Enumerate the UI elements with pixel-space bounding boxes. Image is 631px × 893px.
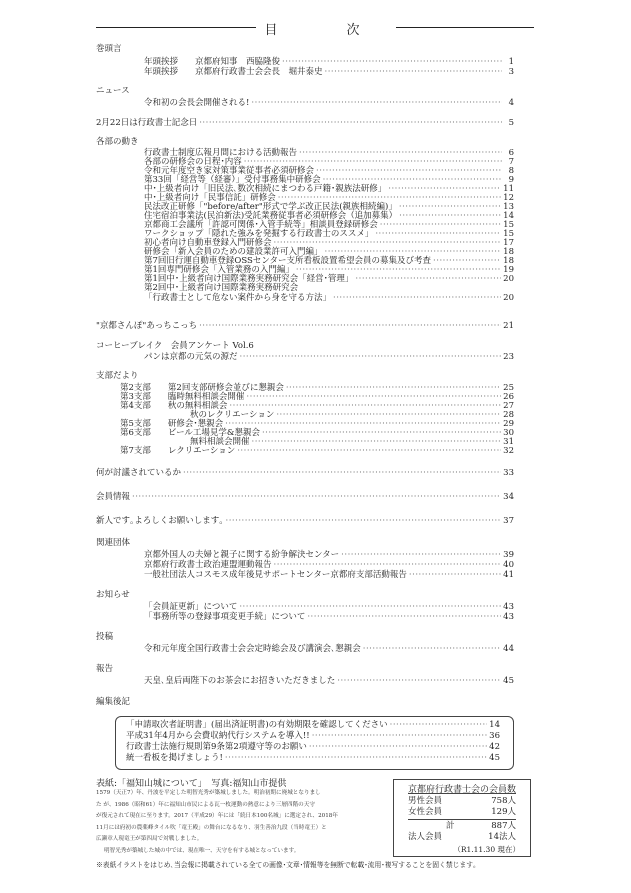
section-hokoku: 報告: [96, 664, 114, 674]
toc-entry[interactable]: 何が討議されているか ····· 33: [96, 468, 514, 478]
page-title: 目 次: [264, 23, 388, 38]
cover-line: 11月には府初の農薬峰タイル吹「竜王殿」の舞台になるなり、羽生善治九段（当時竜王）と: [96, 824, 327, 831]
toc-entry[interactable]: 初心者向け自動車登録入門研修会 ····· 17: [144, 238, 514, 248]
notice-entry[interactable]: 「申請取次者証明書」(届出済証明書)の有効期限を確認してください ····· 14: [126, 720, 500, 730]
cover-line: た が、1986（昭和61）年に福知山市民による瓦一枚運動の熱意により三層四階の天守: [96, 801, 315, 808]
as-of-date: （R1.11.30 現在）: [453, 845, 520, 854]
member-count-title: 京都府行政書士会の会員数: [407, 785, 516, 795]
toc-entry[interactable]: 中･上級者向け「旧民法､数次相続にまつわる戸籍･親族法研修」 ····· 11: [144, 184, 514, 194]
toc-entry[interactable]: 民法改正研修「"before/after"形式で学ぶ改正民法(親族相続編)」 ····· 13: [144, 202, 514, 212]
divider: [408, 793, 516, 794]
toc-entry[interactable]: 第3支部 臨時無料相談会開催 ····· 26: [120, 392, 514, 402]
toc-entry[interactable]: 令和初の会長会開催される! ····· 4: [144, 98, 514, 108]
toc-entry[interactable]: 年頭挨拶 京都府行政書士会会長 堀井泰史 ····· 3: [144, 67, 514, 77]
member-row-male: 男性会員 758人: [408, 796, 516, 806]
member-count-box: [393, 779, 531, 857]
toc-entry[interactable]: 令和元年度全国行政書士会会定時総会及び講演会､懇親会 ····· 44: [144, 644, 514, 654]
member-row-corp: 法人会員 14法人: [408, 832, 516, 842]
toc-entry[interactable]: 第1回中･上級者向け国際業務実務研究会「経営･管理」 ····· 20: [144, 274, 514, 284]
toc-entry[interactable]: 第4支部 秋の無料相談会 ····· 27: [120, 401, 514, 411]
toc-entry[interactable]: "京都さんぽ"あっちこっち ····· 21: [96, 321, 514, 331]
toc-entry[interactable]: パンは京都の元気の源だ ····· 23: [144, 352, 514, 362]
member-row-total: 計 887人: [446, 821, 516, 831]
toc-entry[interactable]: 「事務所等の登録事項変更手続」について ····· 43: [144, 612, 514, 622]
toc-entry[interactable]: 第2支部 第2回支部研修会並びに懇親会 ····· 25: [120, 383, 514, 393]
header-rule-left: [96, 27, 256, 28]
toc-entry[interactable]: 京都府行政書士政治連盟運動報告 ····· 40: [144, 560, 514, 570]
section-kakubu: 各部の動き: [96, 137, 139, 147]
toc-header: [96, 17, 534, 37]
toc-entry[interactable]: 第7支部 レクリエーション ····· 32: [120, 446, 514, 456]
toc-entry[interactable]: 秋のレクリエーション ····· 28: [190, 410, 514, 420]
cover-line: が復元されて現在に至ります。2017（平成29）年には「続日本100名城」に選定され、2018年: [96, 813, 338, 819]
toc-entry[interactable]: 第5支部 研修会･懇親会 ····· 29: [120, 419, 514, 429]
toc-entry[interactable]: 2月22日は行政書士記念日 ····· 5: [96, 118, 514, 128]
toc-entry[interactable]: 令和元年度空き家対策事業従事者必須研修会 ····· 8: [144, 166, 514, 176]
section-coffee: コーヒーブレイク 会員アンケート Vol.6: [96, 341, 254, 351]
cover-line: 明智光秀が築城した城の中では、現在唯一、天守を有する城となっています。: [104, 847, 300, 854]
toc-entry[interactable]: 京都外国人の夫婦と親子に関する紛争解決センター ····· 39: [144, 550, 514, 560]
section-kantogen: 巻頭言: [96, 44, 122, 54]
section-toko: 投稿: [96, 632, 114, 642]
toc-entry[interactable]: 各部の研修会の日程･内容 ····· 7: [144, 157, 514, 167]
toc-entry[interactable]: 新人です｡よろしくお願いします｡ ····· 37: [96, 516, 514, 526]
toc-entry[interactable]: 第2回中･上級者向け国際業務実務研究会: [144, 283, 299, 293]
toc-entry[interactable]: 年頭挨拶 京都府知事 西脇隆俊 ····· 1: [144, 57, 514, 67]
copyright-notice: ※表紙イラストをはじめ､当会報に掲載されている全ての画像･文章･情報等を無断で転載･流用･複写することを固く禁じます｡: [96, 861, 477, 869]
cover-description: [96, 788, 390, 857]
divider: [408, 819, 516, 820]
toc-entry[interactable]: 天皇､皇后両陛下のお茶会にお招きいただきました ····· 45: [144, 676, 514, 686]
section-shibu: 支部だより: [96, 371, 139, 381]
member-row-female: 女性会員 129人: [408, 807, 516, 817]
toc-entry[interactable]: 一般社団法人コスモス成年後見サポートセンター京都府支部活動報告 ····· 41: [144, 570, 514, 580]
toc-entry[interactable]: 京都商工会議所「許認可関係･入管手続等」相談員登録研修会 ····· 15: [144, 220, 514, 230]
section-henshu: 編集後記: [96, 697, 131, 707]
notice-box: [115, 716, 514, 770]
toc-entry[interactable]: 住宅宿泊事業法(民泊新法)受託業務従事者必須研修会（追加募集） ····· 14: [144, 211, 514, 221]
section-kanren: 関連団体: [96, 538, 131, 548]
toc-entry[interactable]: 研修会「新入会員のための建設業許可入門編」 ····· 18: [144, 247, 514, 257]
toc-entry[interactable]: 会員情報 ····· 34: [96, 492, 514, 502]
cover-line: 広瀬章人現竜王が第四局で対戦しました。: [96, 836, 203, 842]
toc-entry[interactable]: 第1回専門研修会「入管業務の入門編」 ····· 19: [144, 265, 514, 275]
toc-entry[interactable]: 行政書士制度広報月間における活動報告 ····· 6: [144, 148, 514, 158]
toc-entry[interactable]: 「行政書士として危ない案件から身を守る方法」 ····· 20: [144, 293, 514, 303]
notice-entry[interactable]: 行政書士法施行規則第9条第2項遵守等のお願い ····· 42: [126, 742, 500, 752]
toc-entry[interactable]: 中･上級者向け「民事信託」研修会 ····· 12: [144, 193, 514, 203]
toc-entry[interactable]: 第6支部 ビール工場見学&懇親会 ····· 30: [120, 428, 514, 438]
section-news: ニュース: [96, 86, 130, 96]
cover-caption: 表紙:「福知山城について」 写真:福知山市提供: [96, 779, 287, 789]
toc-entry[interactable]: 第33回「経営等（経審）」受付事務集中研修会 ····· 9: [144, 175, 514, 185]
header-rule-right: [396, 27, 534, 28]
toc-entry[interactable]: ワークショップ「隠れた強みを発掘する行政書士のススメ」 ····· 15: [144, 229, 514, 239]
notice-entry[interactable]: 統一看板を掲げましょう! ····· 45: [126, 753, 500, 763]
toc-entry[interactable]: 「会員証更新」について ····· 43: [144, 602, 514, 612]
toc-entry[interactable]: 無料相談会開催 ····· 31: [190, 437, 514, 447]
cover-line: 1579（天正7）年、丹波を平定した明智光秀が築城しました。明治初期に廃城となりまし: [96, 790, 321, 796]
section-oshirase: お知らせ: [96, 590, 130, 600]
toc-entry[interactable]: 第7回旧行運自動車登録OSSセンター支所看板設置希望会員の募集及び考査 ····· 18: [144, 256, 514, 266]
notice-entry[interactable]: 平成31年4月から会費収納代行システムを導入!! ····· 36: [126, 731, 500, 741]
